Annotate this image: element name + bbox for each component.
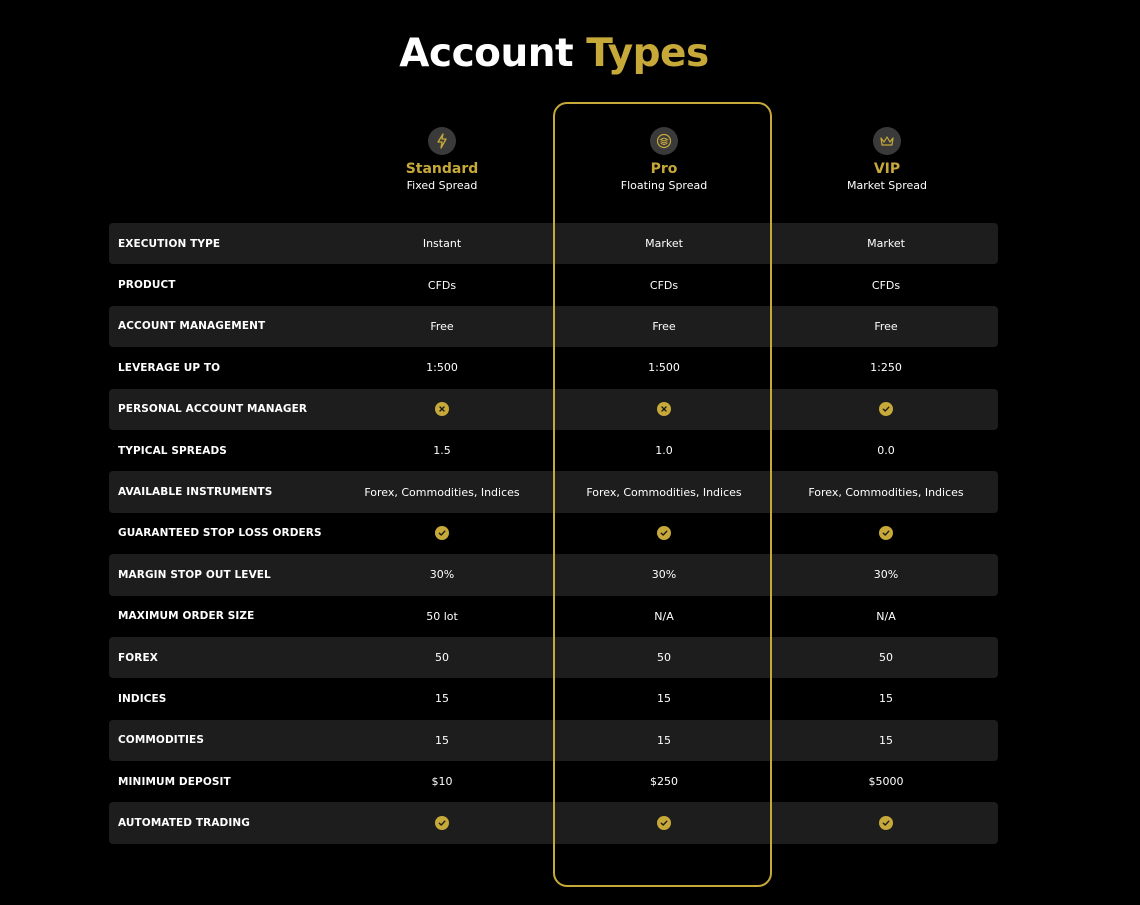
table-cell: 15: [879, 692, 893, 706]
table-row: [109, 678, 998, 719]
row-label: AUTOMATED TRADING: [118, 817, 250, 830]
title-part-gold: Types: [586, 31, 709, 76]
row-label: TYPICAL SPREADS: [118, 444, 227, 457]
table-row: [109, 761, 998, 802]
check-circle-icon: [435, 526, 449, 540]
table-cell: 15: [879, 733, 893, 747]
table-cell: 30%: [873, 568, 899, 582]
table-row: [109, 430, 998, 471]
row-label: LEVERAGE UP TO: [118, 361, 221, 374]
table-cell: 1.0: [655, 444, 673, 458]
check-circle-icon: [657, 816, 671, 830]
check-circle-icon: [879, 402, 893, 416]
stack-icon: [650, 127, 678, 155]
plan-name: Pro: [650, 161, 678, 177]
table-cell: Free: [430, 319, 454, 333]
table-cell: 15: [657, 692, 671, 706]
check-circle-icon: [879, 526, 893, 540]
table-cell: 1:250: [870, 361, 902, 375]
row-label: FOREX: [118, 651, 158, 664]
plan-name: VIP: [873, 161, 901, 177]
table-cell: 1:500: [648, 361, 680, 375]
comparison-table: [109, 223, 998, 844]
crown-icon: [873, 127, 901, 155]
row-label: PERSONAL ACCOUNT MANAGER: [118, 403, 308, 416]
table-cell: 30%: [651, 568, 677, 582]
table-row: [109, 347, 998, 388]
cross-circle-icon: [435, 402, 449, 416]
row-label: ACCOUNT MANAGEMENT: [118, 320, 266, 333]
table-cell: Market: [645, 237, 683, 251]
table-cell: N/A: [876, 609, 896, 623]
check-circle-icon: [657, 526, 671, 540]
table-cell: CFDs: [871, 278, 901, 292]
table-cell: [775, 402, 997, 416]
table-cell: N/A: [654, 609, 674, 623]
table-row: [109, 264, 998, 305]
table-cell: Free: [874, 319, 898, 333]
table-cell: 50: [657, 651, 671, 665]
table-cell: CFDs: [427, 278, 457, 292]
table-cell: $10: [431, 775, 453, 789]
row-label: EXECUTION TYPE: [118, 237, 221, 250]
table-cell: $250: [650, 775, 678, 789]
table-cell: Instant: [422, 237, 462, 251]
table-cell: 50: [879, 651, 893, 665]
table-cell: 15: [435, 692, 449, 706]
table-cell: 0.0: [877, 444, 895, 458]
table-cell: [553, 526, 775, 540]
table-row: [109, 513, 998, 554]
plan-header-vip: [776, 127, 998, 193]
plan-subtitle: Floating Spread: [620, 179, 708, 192]
row-label: AVAILABLE INSTRUMENTS: [118, 486, 273, 499]
table-row: [109, 554, 998, 595]
table-cell: $5000: [868, 775, 904, 789]
plan-subtitle: Market Spread: [846, 179, 928, 192]
table-cell: [331, 402, 553, 416]
row-label: MINIMUM DEPOSIT: [118, 775, 231, 788]
plan-subtitle: Fixed Spread: [406, 179, 478, 192]
table-cell: 1:500: [426, 361, 458, 375]
table-cell: Free: [652, 319, 676, 333]
check-circle-icon: [879, 816, 893, 830]
table-row: [109, 637, 998, 678]
table-cell: 1.5: [433, 444, 451, 458]
table-cell: 50 lot: [426, 609, 458, 623]
plan-header-standard: [331, 127, 553, 193]
table-row: [109, 720, 998, 761]
title-part-white: Account: [399, 31, 574, 76]
row-label: MAXIMUM ORDER SIZE: [118, 610, 255, 623]
plan-name: Standard: [405, 161, 479, 177]
table-row: [109, 389, 998, 430]
row-label: MARGIN STOP OUT LEVEL: [118, 568, 271, 581]
table-row: [109, 471, 998, 512]
table-cell: [331, 816, 553, 830]
page-title: [0, 28, 1108, 80]
row-label: PRODUCT: [118, 279, 176, 292]
table-cell: 30%: [429, 568, 455, 582]
table-cell: [331, 526, 553, 540]
cross-circle-icon: [657, 402, 671, 416]
check-circle-icon: [435, 816, 449, 830]
table-cell: 50: [435, 651, 449, 665]
table-cell: [553, 402, 775, 416]
row-label: GUARANTEED STOP LOSS ORDERS: [118, 527, 322, 540]
table-row: [109, 596, 998, 637]
table-cell: 15: [435, 733, 449, 747]
table-cell: Market: [867, 237, 905, 251]
table-row: [109, 223, 998, 264]
row-label: INDICES: [118, 692, 167, 705]
table-cell: CFDs: [649, 278, 679, 292]
table-cell: Forex, Commodities, Indices: [586, 485, 742, 499]
table-cell: Forex, Commodities, Indices: [808, 485, 964, 499]
lightning-icon: [428, 127, 456, 155]
table-row: [109, 306, 998, 347]
table-cell: 15: [657, 733, 671, 747]
table-cell: Forex, Commodities, Indices: [364, 485, 520, 499]
plan-header-pro: [553, 127, 775, 193]
row-label: COMMODITIES: [118, 734, 204, 747]
table-row: [109, 802, 998, 843]
table-cell: [775, 526, 997, 540]
table-cell: [775, 816, 997, 830]
table-cell: [553, 816, 775, 830]
